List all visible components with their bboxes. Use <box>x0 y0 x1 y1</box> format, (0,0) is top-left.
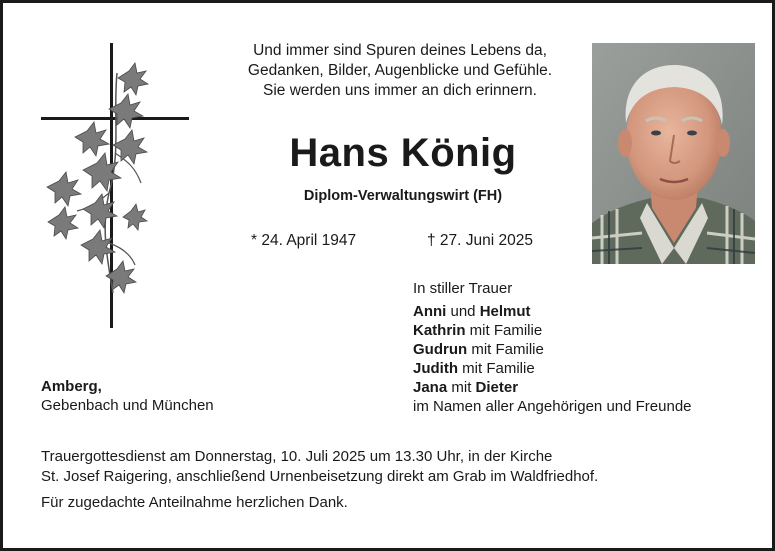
thanks-note: Für zugedachte Anteilnahme herzlichen Dank. <box>41 494 348 511</box>
list-item <box>413 302 692 321</box>
list-item <box>413 359 692 378</box>
mourner-name: Dieter <box>475 379 519 396</box>
list-item <box>413 378 692 397</box>
cross-with-ivy-icon <box>39 43 194 338</box>
mourner-connector: mit <box>447 379 476 396</box>
mourner-name: Kathrin <box>413 322 466 339</box>
mourner-connector: und <box>446 303 480 320</box>
mourner-connector: mit Familie <box>458 360 535 377</box>
birth-date: * 24. April 1947 <box>251 232 357 249</box>
memorial-verse <box>215 41 585 101</box>
death-date: † 27. Juni 2025 <box>427 232 534 249</box>
mourner-connector: mit Familie <box>467 341 544 358</box>
location <box>41 377 214 415</box>
deceased-title: Diplom-Verwaltungswirt (FH) <box>303 188 503 204</box>
location-places: Gebenbach und München <box>41 397 214 414</box>
verse-line: Sie werden uns immer an dich erinnern. <box>263 82 537 99</box>
mourner-name: Helmut <box>479 303 531 320</box>
verse-line: Und immer sind Spuren deines Lebens da, <box>253 42 547 59</box>
mourner-name: Judith <box>413 360 458 377</box>
mourner-name: Gudrun <box>413 341 468 358</box>
mourner-connector: mit Familie <box>465 322 543 339</box>
verse-line: Gedanken, Bilder, Augenblicke und Gefühle. <box>247 62 553 79</box>
mourning-closing: im Namen aller Angehörigen und Freunde <box>413 398 692 415</box>
service-info <box>41 447 598 487</box>
deceased-name: Hans König <box>289 131 517 175</box>
location-town: Amberg, <box>41 378 102 395</box>
list-item <box>413 321 692 340</box>
portrait-photo <box>592 43 755 264</box>
mourners-list <box>413 302 692 416</box>
mourner-name: Anni <box>413 303 447 320</box>
service-line: St. Josef Raigering, anschließend Urnenbeisetzung direkt am Grab im Waldfriedhof. <box>41 468 599 485</box>
service-line: Trauergottesdienst am Donnerstag, 10. Juli 2025 um 13.30 Uhr, in der Kirche <box>41 448 553 465</box>
list-item <box>413 340 692 359</box>
mourner-name: Jana <box>413 379 448 396</box>
mourning-lead: In stiller Trauer <box>413 280 513 297</box>
